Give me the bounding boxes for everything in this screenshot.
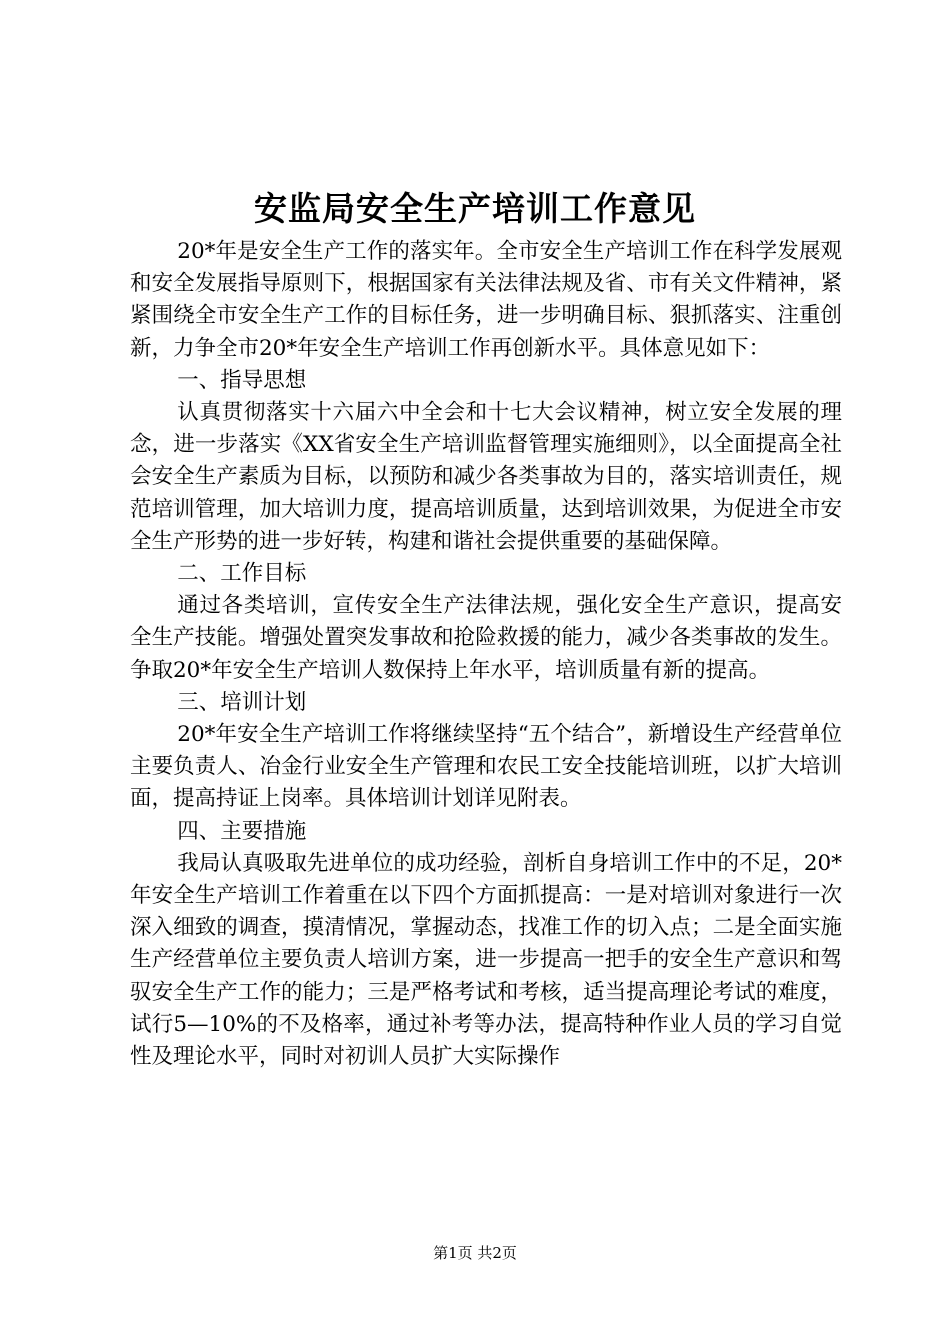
section-heading-guiding-ideology: 一、指导思想 xyxy=(177,367,307,393)
section-body-guiding-ideology: 认真贯彻落实十六届六中全会和十七大会议精神，树立安全发展的理念，进一步落实《XX省安全生产培训监督管理实施细则》，以全面提高全社会安全生产素质为目标，以预防和减少各类事故为目的，落实培训责任，规范培训管理，加大培训力度，提高培训质量，达到培训效果，为促进全市安全生产形势的进一步好转，构建和谐社会提供重要的基础保障。 xyxy=(130,400,842,554)
section-heading-training-plan: 三、培训计划 xyxy=(177,689,307,715)
section-heading-work-goals: 二、工作目标 xyxy=(177,561,307,587)
intro-paragraph: 20*年是安全生产工作的落实年。全市安全生产培训工作在科学发展观和安全发展指导原则下，根据国家有关法律法规及省、市有关文件精神，紧紧围绕全市安全生产工作的目标任务，进一步明确目标、狠抓落实、注重创新，力争全市20*年安全生产培训工作再创新水平。具体意见如下： xyxy=(130,239,842,361)
document-body xyxy=(130,236,842,1073)
page-footer: 第1页 共2页 xyxy=(433,1244,517,1262)
document-title: 安监局安全生产培训工作意见 xyxy=(254,189,696,228)
section-heading-main-measures: 四、主要措施 xyxy=(177,818,307,844)
section-body-main-measures: 我局认真吸取先进单位的成功经验，剖析自身培训工作中的不足，20*年安全生产培训工作着重在以下四个方面抓提高：一是对培训对象进行一次深入细致的调查，摸清情况，掌握动态，找准工作的切入点；二是全面实施生产经营单位主要负责人培训方案，进一步提高一把手的安全生产意识和驾驭安全生产工作的能力；三是严格考试和考核，适当提高理论考试的难度，试行5—10%的不及格率，通过补考等办法，提高特种作业人员的学习自觉性及理论水平，同时对初训人员扩大实际操作 xyxy=(130,850,842,1070)
section-body-training-plan: 20*年安全生产培训工作将继续坚持“五个结合”，新增设生产经营单位主要负责人、冶金行业安全生产管理和农民工安全技能培训班，以扩大培训面，提高持证上岗率。具体培训计划详见附表。 xyxy=(130,722,842,812)
section-body-work-goals: 通过各类培训，宣传安全生产法律法规，强化安全生产意识，提高安全生产技能。增强处置突发事故和抢险救援的能力，减少各类事故的发生。争取20*年安全生产培训人数保持上年水平，培训质量有新的提高。 xyxy=(130,593,842,683)
